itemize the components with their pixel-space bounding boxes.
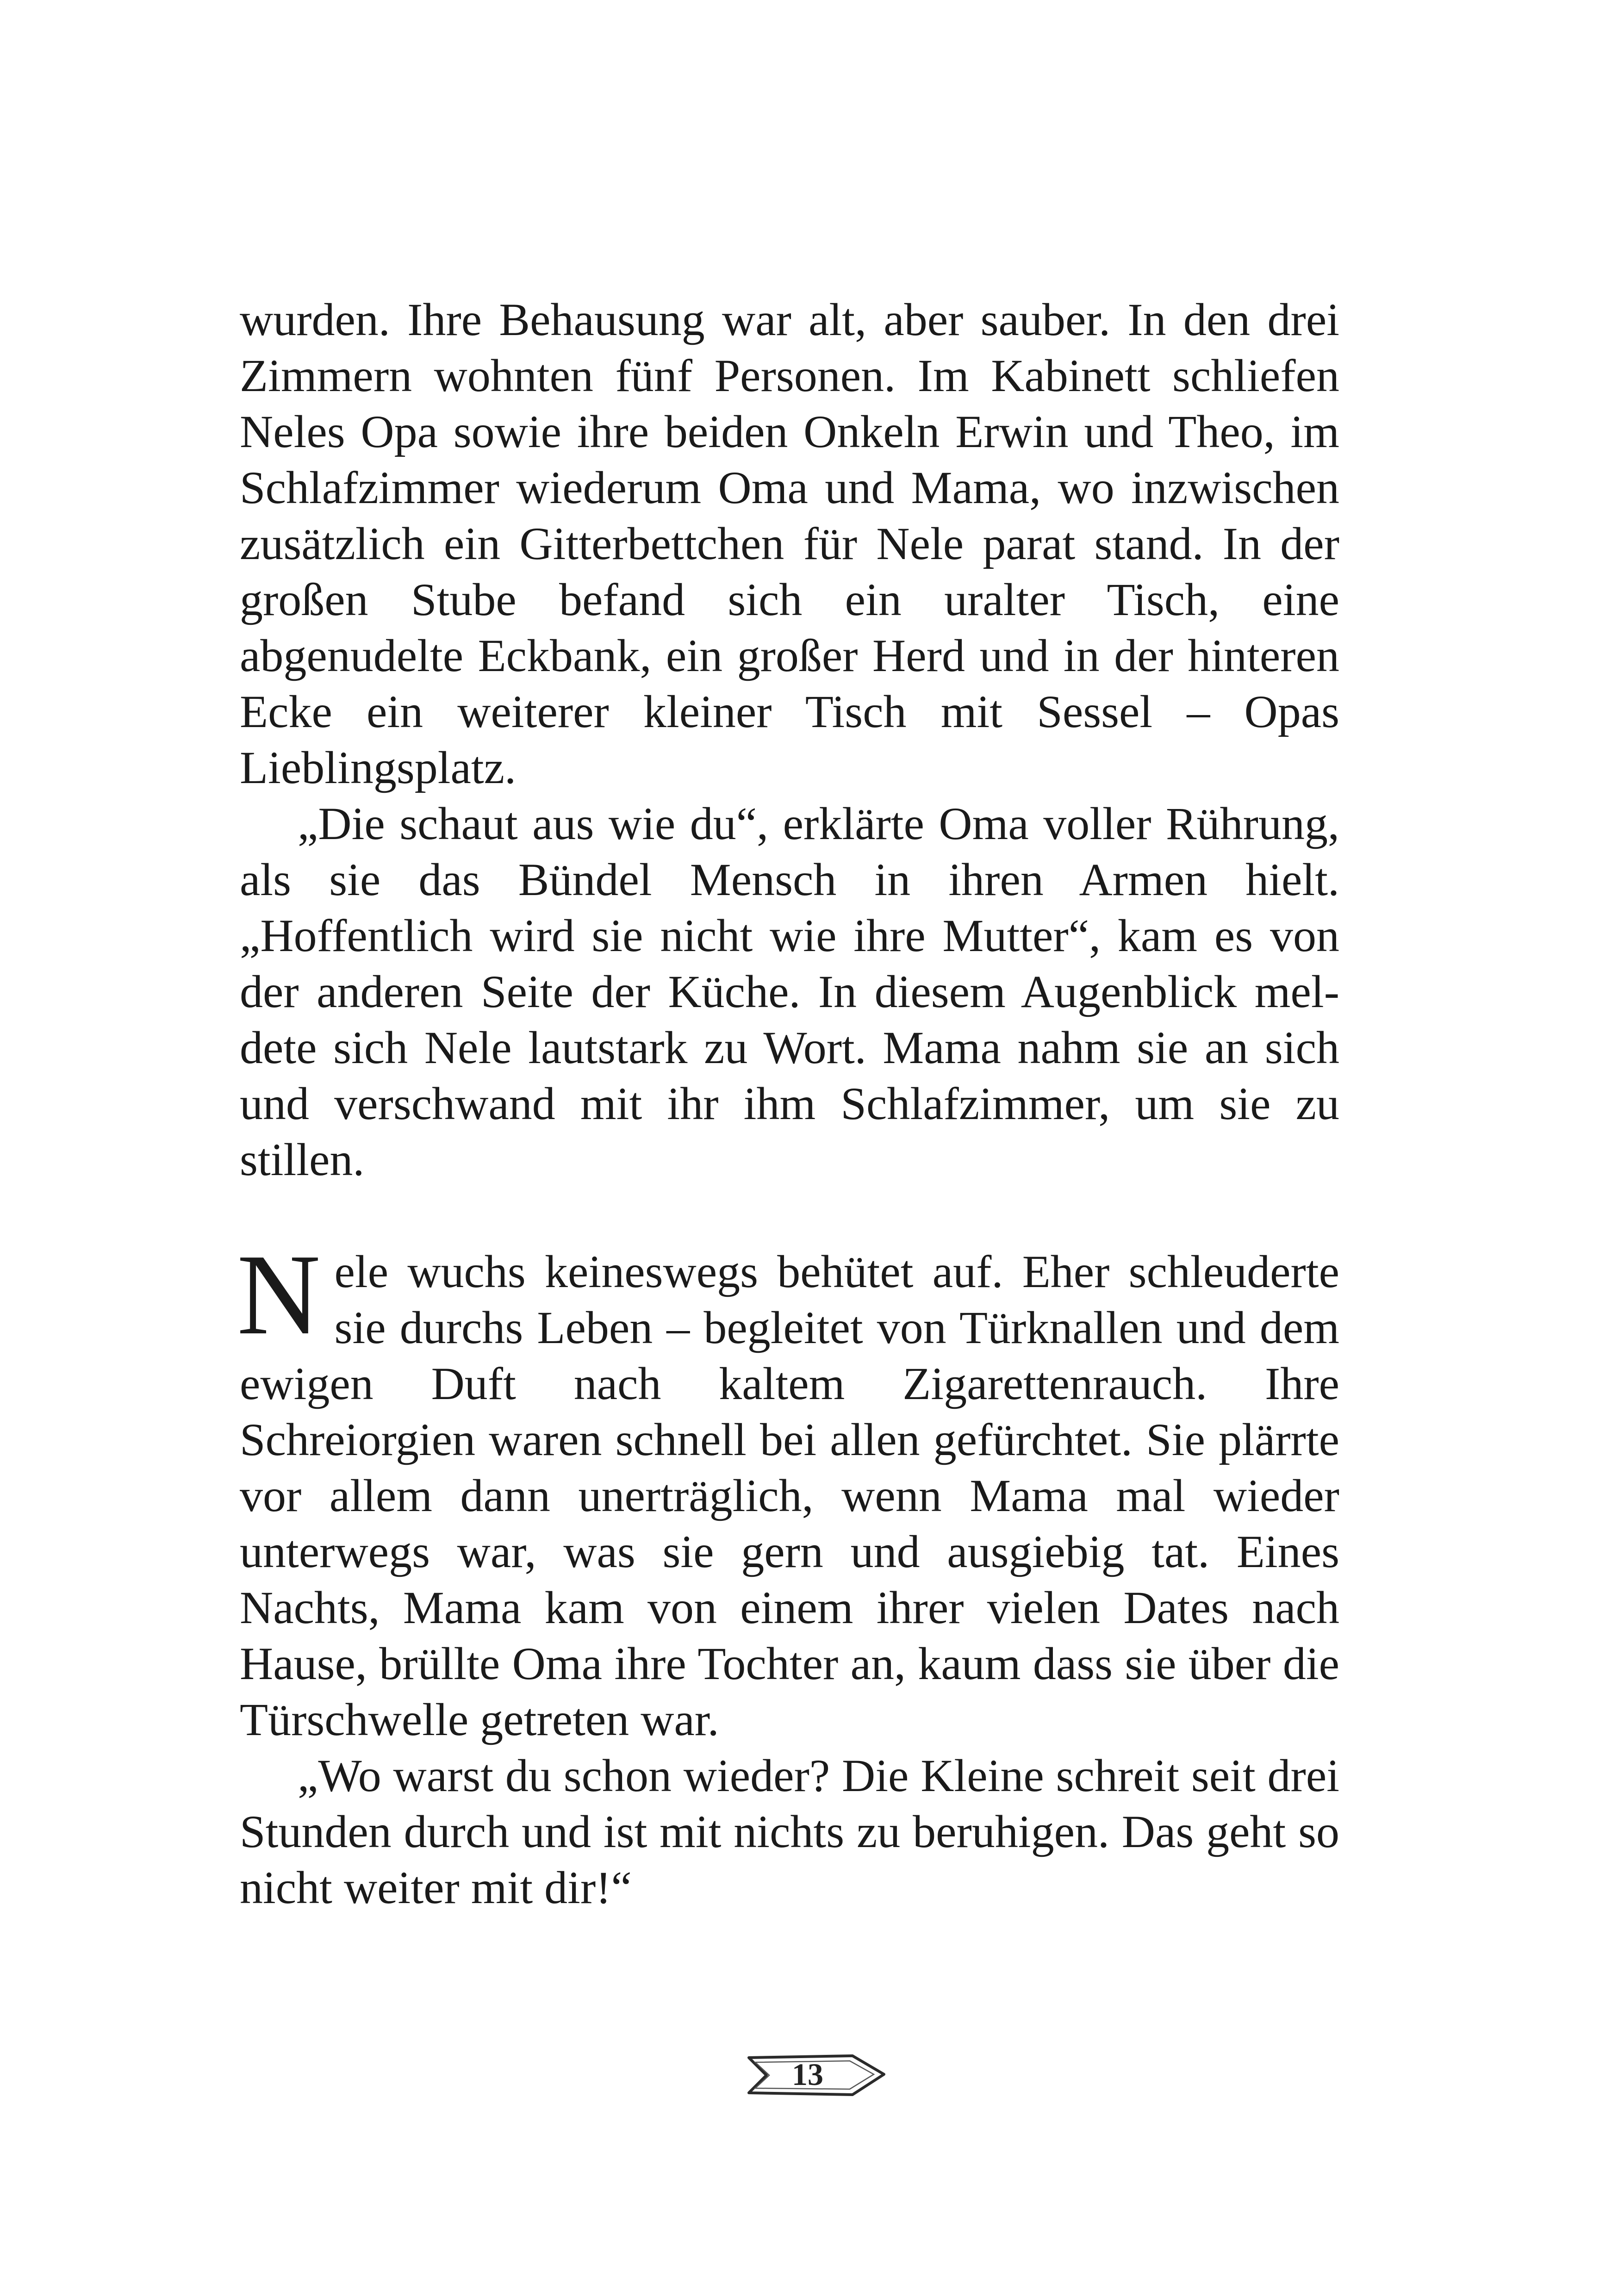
page-number xyxy=(745,2049,889,2100)
body-text xyxy=(237,292,1339,1916)
drop-cap: N xyxy=(237,1231,321,1359)
paragraph-3 xyxy=(237,1231,1339,1748)
paragraph-4: „Wo warst du schon wieder? Die Kleine schreit seit drei Stunden durch und ist mit nichts zu beruhigen. Das geht so nicht weiter mit dir!“ xyxy=(240,1750,1339,1913)
paragraph-2: „Die schaut aus wie du“, erklärte Oma voller Rührung, als sie das Bündel Mensch in ihren Armen hielt. „Hoffentlich wird sie nicht wie ihre Mutter“, kam es von der anderen Seite der Küche. In diesem Augenblick meldete sich Nele lautstark zu Wort. Mama nahm sie an sich und verschwand mit ihr ihm Schlafzimmer, um sie zu stillen. xyxy=(240,798,1339,1185)
section-break xyxy=(240,1188,1339,1244)
paragraph-1: wurden. Ihre Behausung war alt, aber sauber. In den drei Zimmern wohnten fünf Personen. Im Kabinett schliefen Neles Opa sowie ihre beiden Onkeln Erwin und Theo, im Schlafzimmer wiederum Oma und Mama, wo inzwischen zusätzlich ein Gitterbettchen für Nele parat stand. In der großen Stube befand sich ein uralter Tisch, eine abgenudelte Eckbank, ein großer Herd und in der hinteren Ecke ein weiterer kleiner Tisch mit Sessel – Opas Lieblingsplatz. xyxy=(240,294,1339,793)
page-number-text: 13 xyxy=(792,2057,823,2092)
paragraph-3-text: ele wuchs keineswegs behütet auf. Eher schleuderte sie durchs Leben – begleitet von Türknallen und dem ewigen Duft nach kaltem Zigarettenrauch. Ihre Schreiorgien waren schnell bei allen gefürchtet. Sie plärrte vor allem dann unerträglich, wenn Mama mal wieder unterwegs war, was sie gern und ausgiebig tat. Eines Nachts, Mama kam von einem ihrer vielen Dates nach Hause, brüllte Oma ihre Tochter an, kaum dass sie über die Türschwelle getreten war. xyxy=(240,1246,1339,1745)
